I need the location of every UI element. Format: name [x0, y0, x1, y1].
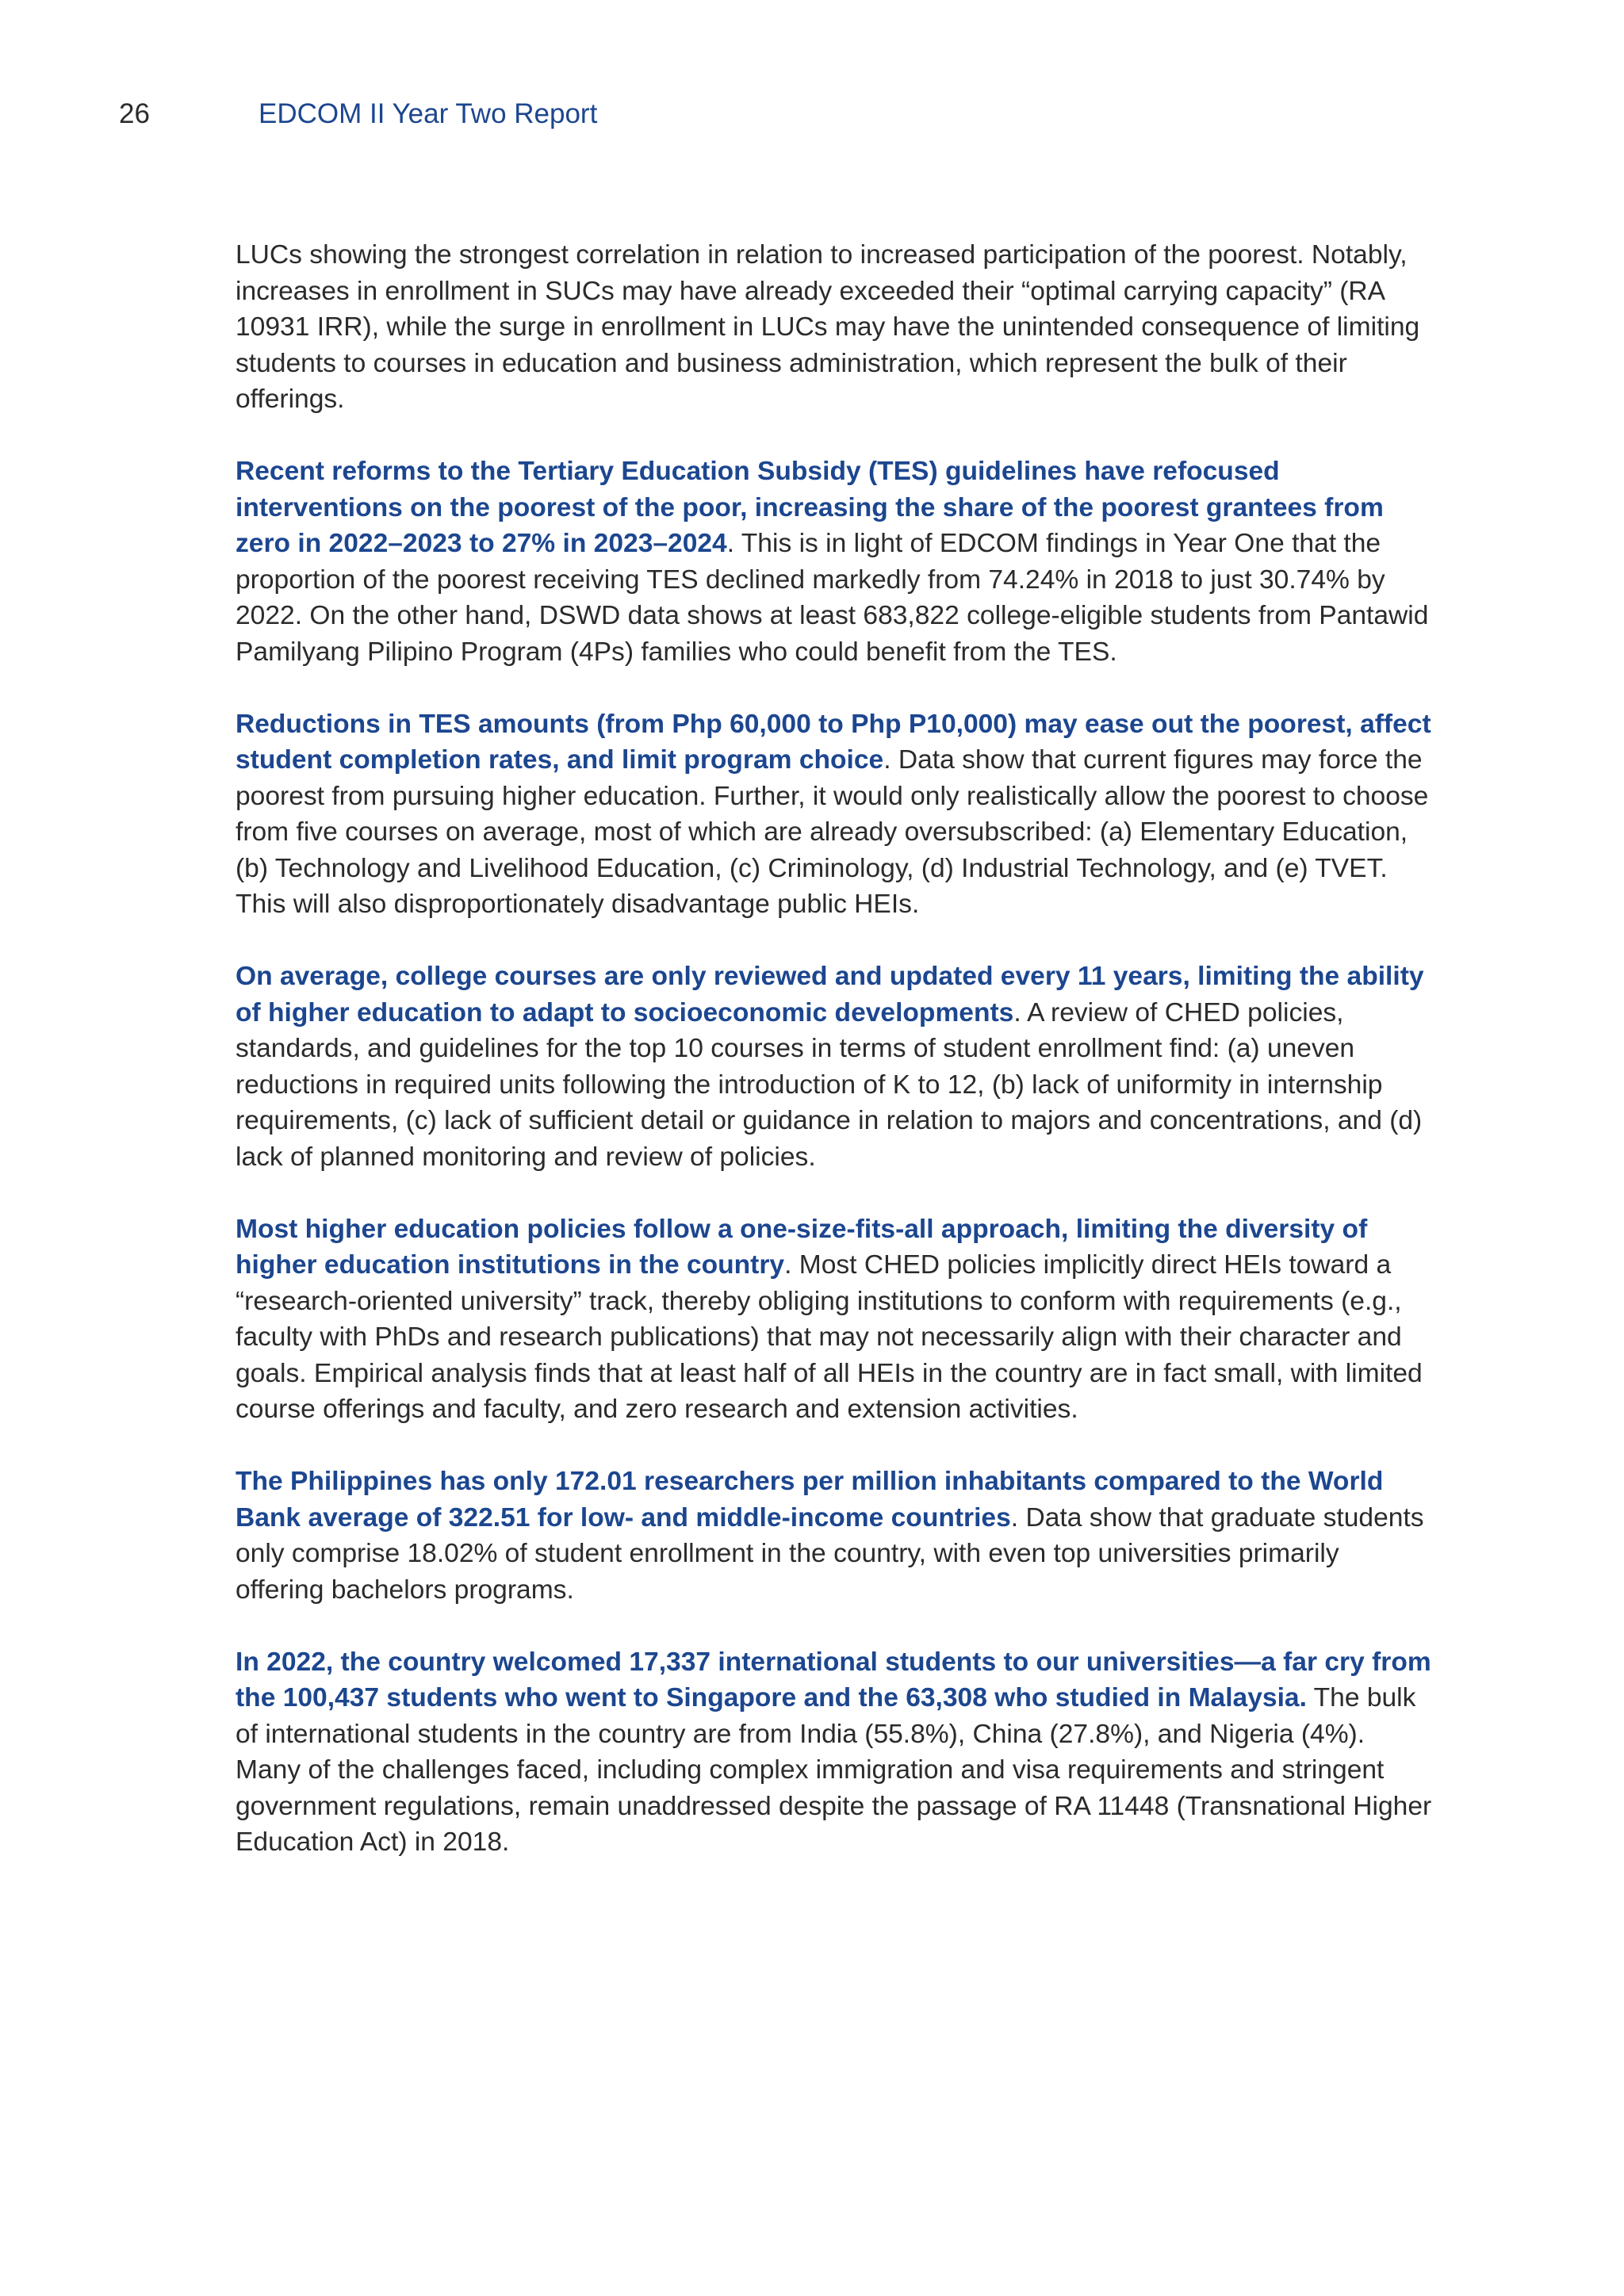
main-content: [236, 237, 1434, 1896]
paragraph-lead: Reductions in TES amounts (from Php 60,000 to Php P10,000) may ease out the poorest, affect student completion rates, and limit program choice: [236, 709, 1431, 775]
paragraph-body: . This is in light of EDCOM findings in Year One that the proportion of the poorest receiving TES declined markedly from 74.24% in 2018 to just 30.74% by 2022. On the other hand, DSWD data shows at least 683,822 college-eligible students from Pantawid Pamilyang Pilipino Program (4Ps) families who could benefit from the TES.: [236, 529, 1429, 667]
paragraph-researchers: [236, 1464, 1434, 1608]
paragraph-body: The bulk of international students in the country are from India (55.8%), China (27.8%), and Nigeria (4%). Many of the challenges faced, including complex immigration and visa requirements and stringent government regulations, remain unaddressed despite the passage of RA 11448 (Transnational Higher Education Act) in 2018.: [236, 1683, 1432, 1857]
paragraph-lead: The Philippines has only 172.01 researchers per million inhabitants compared to the World Bank average of 322.51 for low- and middle-income countries: [236, 1467, 1384, 1533]
page-header: [119, 95, 597, 133]
paragraph-one-size-fits-all: [236, 1211, 1434, 1428]
paragraph-lead: Recent reforms to the Tertiary Education Subsidy (TES) guidelines have refocused interventions on the poorest of the poor, increasing the share of the poorest grantees from zero in 2022–2023 to 27% in 2023–2024: [236, 457, 1384, 558]
paragraph-lead: In 2022, the country welcomed 17,337 international students to our universities—a far cry from the 100,437 students who went to Singapore and the 63,308 who studied in Malaysia.: [236, 1647, 1431, 1712]
paragraph-tes-reductions: [236, 706, 1434, 923]
paragraph-course-reviews: [236, 959, 1434, 1175]
paragraph-tes-reforms: [236, 453, 1434, 670]
report-title: EDCOM II Year Two Report: [259, 98, 598, 129]
paragraph-body: . Data show that graduate students only comprise 18.02% of student enrollment in the country, with even top universities primarily offering bachelors programs.: [236, 1502, 1424, 1605]
paragraph-body: . Most CHED policies implicitly direct HEIs toward a “research-oriented university” track, thereby obliging institutions to conform with requirements (e.g., faculty with PhDs and research publications) that may not necessarily align with their character and goals. Empirical analysis finds that at least half of all HEIs in the country are in fact small, with limited course offerings and faculty, and zero research and extension activities.: [236, 1250, 1423, 1424]
paragraph-body: LUCs showing the strongest correlation in relation to increased participation of the poorest. Notably, increases in enrollment in SUCs may have already exceeded their “optimal carrying capacity” (RA 10931 IRR), while the surge in enrollment in LUCs may have the unintended consequence of limiting students to courses in education and business administration, which represent the bulk of their offerings.: [236, 240, 1420, 414]
paragraph-international-students: [236, 1644, 1434, 1861]
paragraph-body: . A review of CHED policies, standards, and guidelines for the top 10 courses in terms of student enrollment find: (a) uneven reductions in required units following the introduction of K to 12, (b) lack of uniformity in internship requirements, (c) lack of sufficient detail or guidance in relation to majors and concentrations, and (d) lack of planned monitoring and review of policies.: [236, 997, 1423, 1172]
paragraph-lead: On average, college courses are only reviewed and updated every 11 years, limiting the ability of higher education to adapt to socioeconomic developments: [236, 962, 1424, 1027]
paragraph-lead: Most higher education policies follow a one-size-fits-all approach, limiting the diversity of higher education institutions in the country: [236, 1214, 1368, 1280]
paragraph-body: . Data show that current figures may force the poorest from pursuing higher education. Further, it would only realistically allow the poorest to choose from five courses on average, most of which are already oversubscribed: (a) Elementary Education, (b) Technology and Livelihood Education, (c) Criminology, (d) Industrial Technology, and (e) TVET. This will also disproportionately disadvantage public HEIs.: [236, 745, 1429, 919]
paragraph-luc-enrollment: [236, 237, 1434, 418]
page-number: 26: [119, 98, 150, 129]
